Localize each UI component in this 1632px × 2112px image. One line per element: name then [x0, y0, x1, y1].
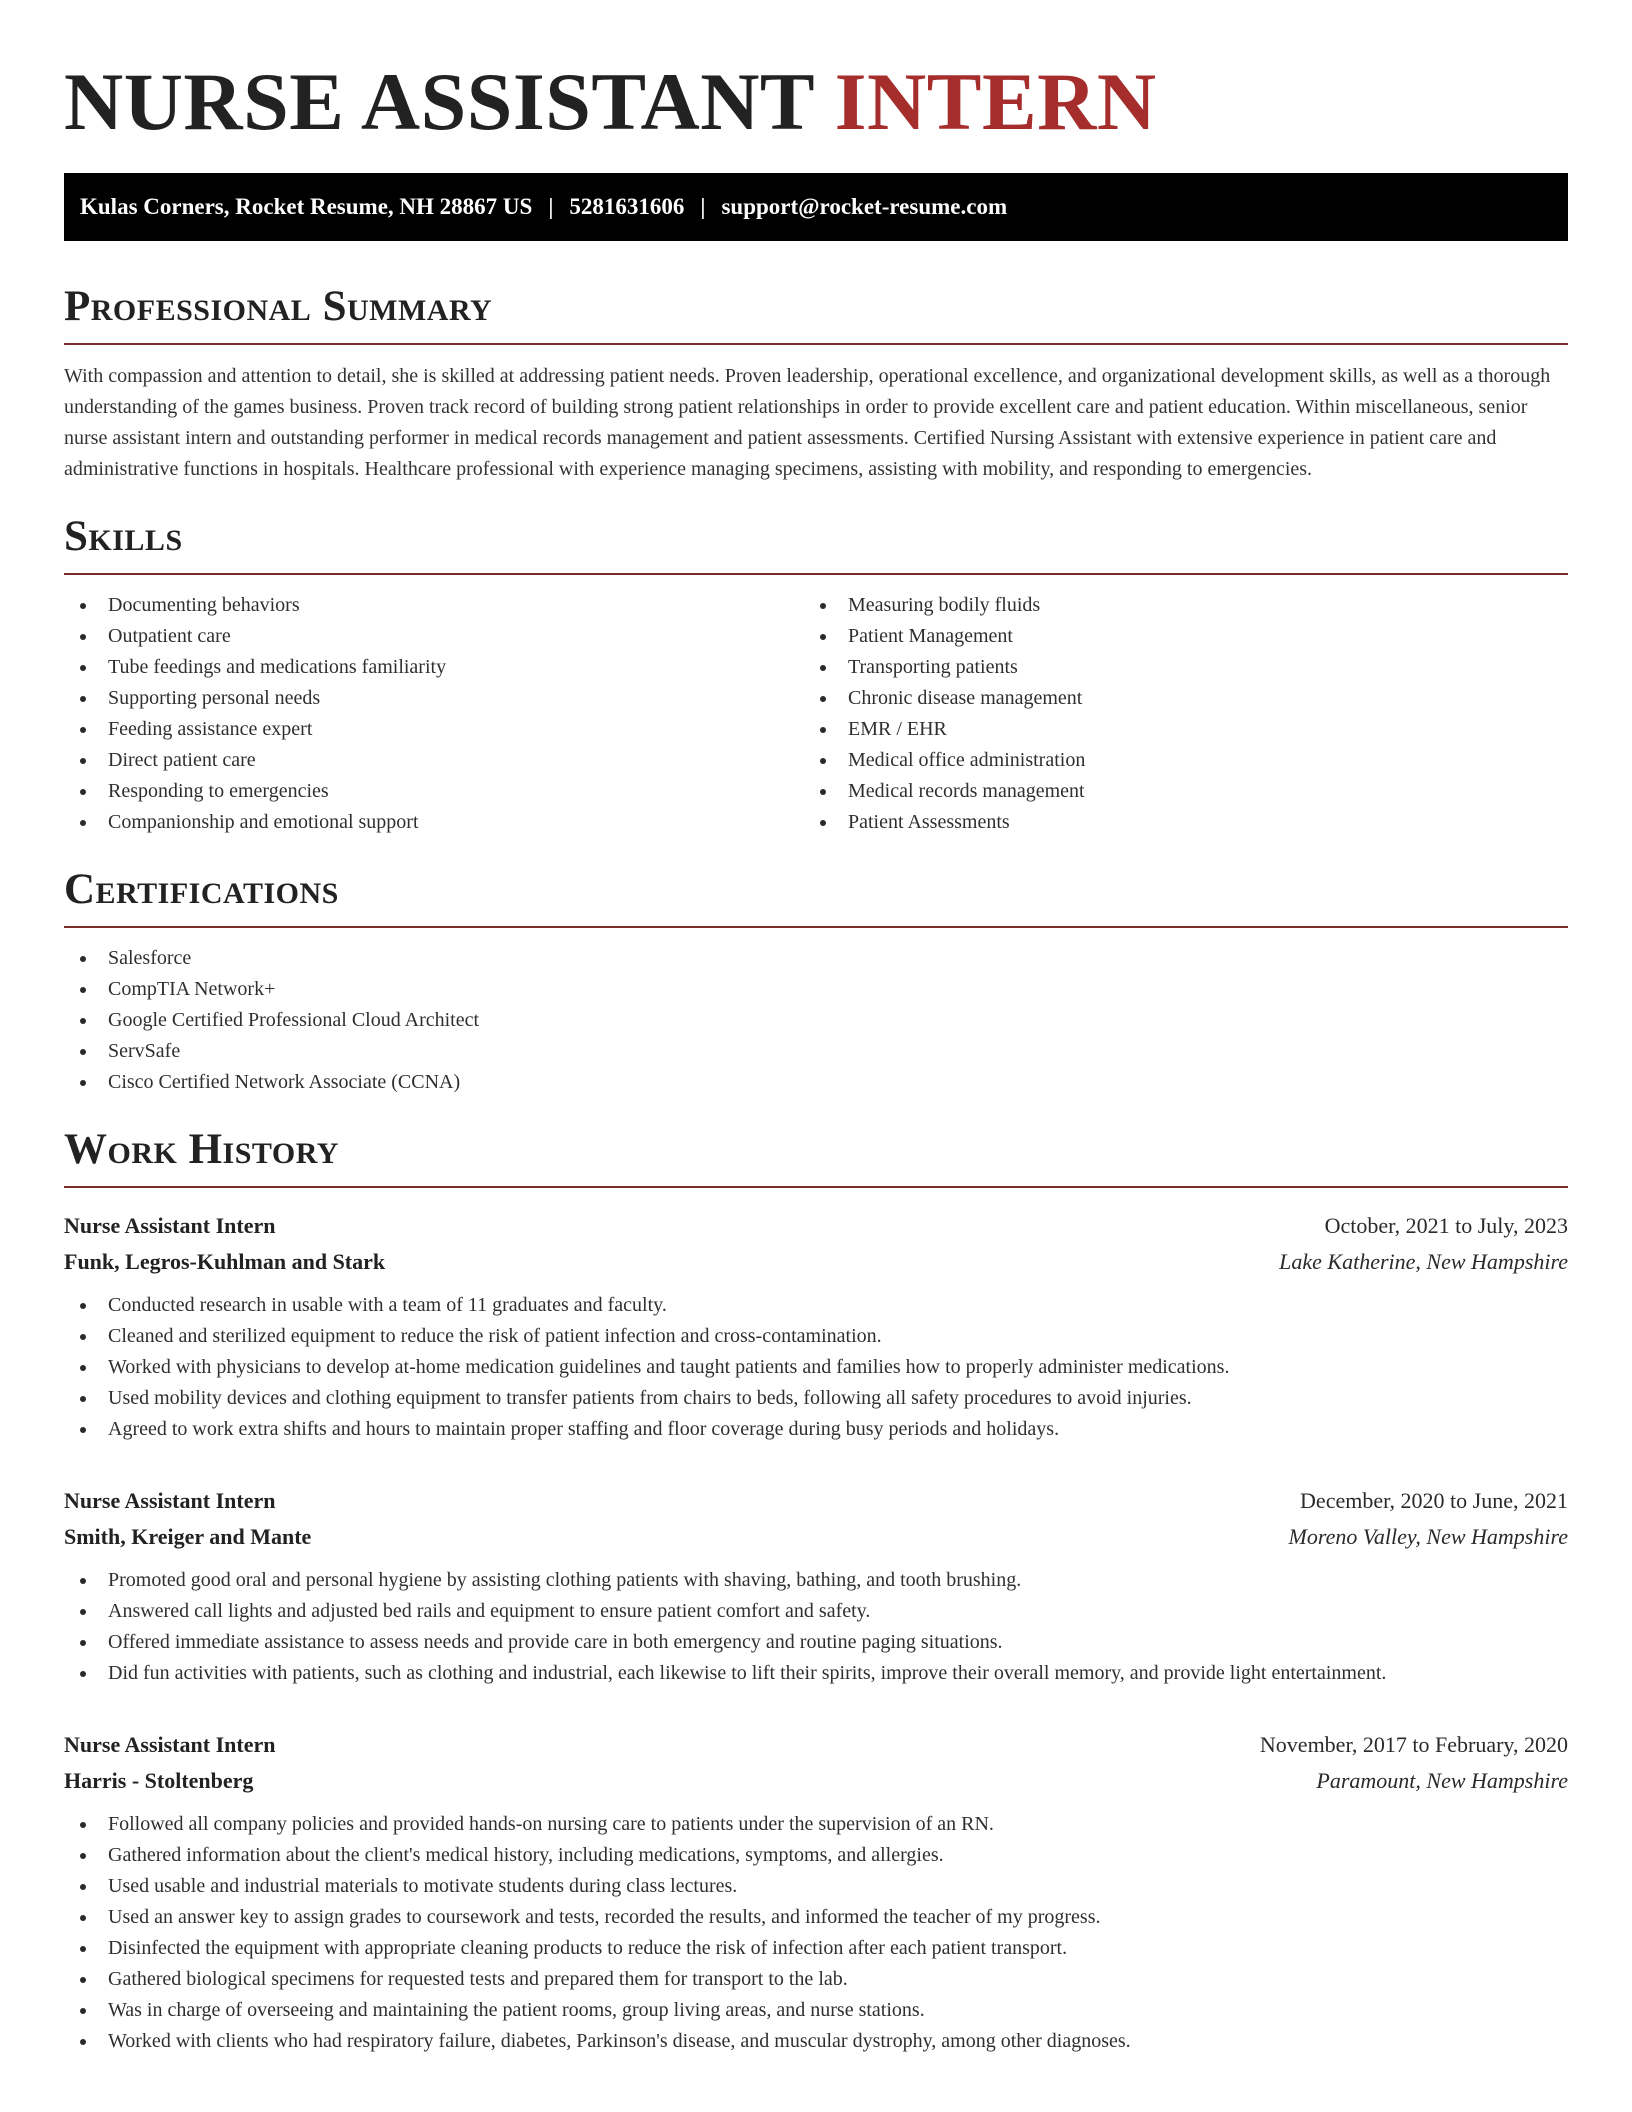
contact-bar — [64, 173, 1568, 241]
certifications-section — [64, 864, 1568, 1098]
work-history-section — [64, 1124, 1568, 2057]
skill-item: Documenting behaviors — [64, 590, 804, 621]
job-duty: Used usable and industrial materials to motivate students during class lectures. — [64, 1871, 1568, 1902]
job-duty: Promoted good oral and personal hygiene by assisting clothing patients with shaving, bathing, and tooth brushing. — [64, 1565, 1568, 1596]
job-company: Harris - Stoltenberg — [64, 1768, 254, 1793]
title-main: NURSE ASSISTANT — [64, 56, 814, 147]
job-header-row — [64, 1727, 1568, 1763]
skill-item: Patient Assessments — [804, 807, 1544, 838]
skill-item: Patient Management — [804, 621, 1544, 652]
certifications-list — [64, 943, 1568, 1098]
job-duties-list — [64, 1809, 1568, 2057]
job-entry — [64, 1483, 1568, 1689]
skill-item: Medical office administration — [804, 745, 1544, 776]
job-entry — [64, 1208, 1568, 1445]
job-duty: Agreed to work extra shifts and hours to maintain proper staffing and floor coverage during busy periods and holidays. — [64, 1414, 1568, 1445]
skill-item: Tube feedings and medications familiarity — [64, 652, 804, 683]
contact-email[interactable]: support@rocket-resume.com — [721, 194, 1008, 219]
job-duty: Conducted research in usable with a team of 11 graduates and faculty. — [64, 1290, 1568, 1321]
job-entry — [64, 1727, 1568, 2057]
job-dates: October, 2021 to July, 2023 — [1324, 1213, 1568, 1238]
job-company-row — [64, 1519, 1568, 1555]
skill-item: Chronic disease management — [804, 683, 1544, 714]
certification-item: CompTIA Network+ — [64, 974, 1568, 1005]
summary-text: With compassion and attention to detail, she is skilled at addressing patient needs. Proven leadership, operational excellence, and organizational development skills, as well as a thorough understanding of the games business. Proven track record of building strong patient relationships in order to provide excellent care and patient education. Within miscellaneous, senior nurse assistant intern and outstanding performer in medical records management and patient assessments. Certified Nursing Assistant with extensive experience in patient care and administrative functions in hospitals. Healthcare professional with experience managing specimens, assisting with mobility, and responding to emergencies. — [64, 365, 1551, 480]
job-company: Funk, Legros-Kuhlman and Stark — [64, 1249, 386, 1274]
contact-separator: | — [548, 194, 554, 219]
contact-separator: | — [700, 194, 706, 219]
job-duty: Offered immediate assistance to assess needs and provide care in both emergency and routine paging situations. — [64, 1627, 1568, 1658]
certifications-heading: Certifications — [64, 864, 1568, 928]
job-duty: Used mobility devices and clothing equipment to transfer patients from chairs to beds, following all safety procedures to avoid injuries. — [64, 1383, 1568, 1414]
skills-grid — [64, 575, 1568, 838]
job-company-row — [64, 1244, 1568, 1280]
certification-item: Salesforce — [64, 943, 1568, 974]
job-duty: Did fun activities with patients, such as clothing and industrial, each likewise to lift their spirits, improve their overall memory, and provide light entertainment. — [64, 1658, 1568, 1689]
job-duty: Used an answer key to assign grades to coursework and tests, recorded the results, and informed the teacher of my progress. — [64, 1902, 1568, 1933]
job-duty: Cleaned and sterilized equipment to reduce the risk of patient infection and cross-contamination. — [64, 1321, 1568, 1352]
skill-item: Feeding assistance expert — [64, 714, 804, 745]
summary-section — [64, 281, 1568, 485]
certification-item: Cisco Certified Network Associate (CCNA) — [64, 1067, 1568, 1098]
skill-item: Supporting personal needs — [64, 683, 804, 714]
job-duty: Gathered biological specimens for requested tests and prepared them for transport to the lab. — [64, 1964, 1568, 1995]
skills-heading: Skills — [64, 511, 1568, 575]
certification-item: Google Certified Professional Cloud Architect — [64, 1005, 1568, 1036]
work-history-heading: Work History — [64, 1124, 1568, 1188]
job-duty: Answered call lights and adjusted bed rails and equipment to ensure patient comfort and safety. — [64, 1596, 1568, 1627]
job-duty: Worked with physicians to develop at-home medication guidelines and taught patients and families how to properly administer medications. — [64, 1352, 1568, 1383]
job-duty: Followed all company policies and provided hands-on nursing care to patients under the supervision of an RN. — [64, 1809, 1568, 1840]
certification-item: ServSafe — [64, 1036, 1568, 1067]
skill-item: Responding to emergencies — [64, 776, 804, 807]
title-accent: INTERN — [834, 56, 1157, 147]
contact-phone: 5281631606 — [569, 194, 685, 219]
skill-item: Companionship and emotional support — [64, 807, 804, 838]
skill-item: EMR / EHR — [804, 714, 1544, 745]
resume-title — [64, 0, 1568, 148]
summary-heading: Professional Summary — [64, 281, 1568, 345]
skills-list-right — [804, 590, 1544, 838]
skills-list-left — [64, 590, 804, 838]
job-duty: Gathered information about the client's medical history, including medications, symptoms, and allergies. — [64, 1840, 1568, 1871]
job-duties-list — [64, 1565, 1568, 1689]
job-duties-list — [64, 1290, 1568, 1445]
job-duty: Worked with clients who had respiratory failure, diabetes, Parkinson's disease, and muscular dystrophy, among other diagnoses. — [64, 2026, 1568, 2057]
job-dates: December, 2020 to June, 2021 — [1300, 1488, 1568, 1513]
job-location: Lake Katherine, New Hampshire — [1279, 1249, 1568, 1274]
job-header-row — [64, 1208, 1568, 1244]
job-company: Smith, Kreiger and Mante — [64, 1524, 312, 1549]
job-title: Nurse Assistant Intern — [64, 1213, 276, 1238]
job-location: Moreno Valley, New Hampshire — [1288, 1524, 1568, 1549]
job-duty: Was in charge of overseeing and maintaining the patient rooms, group living areas, and nurse stations. — [64, 1995, 1568, 2026]
skills-section — [64, 511, 1568, 838]
skill-item: Medical records management — [804, 776, 1544, 807]
job-header-row — [64, 1483, 1568, 1519]
job-company-row — [64, 1763, 1568, 1799]
job-title: Nurse Assistant Intern — [64, 1732, 276, 1757]
job-location: Paramount, New Hampshire — [1316, 1768, 1568, 1793]
contact-address: Kulas Corners, Rocket Resume, NH 28867 US — [80, 194, 533, 219]
job-duty: Disinfected the equipment with appropriate cleaning products to reduce the risk of infection after each patient transport. — [64, 1933, 1568, 1964]
skill-item: Transporting patients — [804, 652, 1544, 683]
job-title: Nurse Assistant Intern — [64, 1488, 276, 1513]
skill-item: Measuring bodily fluids — [804, 590, 1544, 621]
skill-item: Outpatient care — [64, 621, 804, 652]
job-dates: November, 2017 to February, 2020 — [1259, 1732, 1568, 1757]
skill-item: Direct patient care — [64, 745, 804, 776]
